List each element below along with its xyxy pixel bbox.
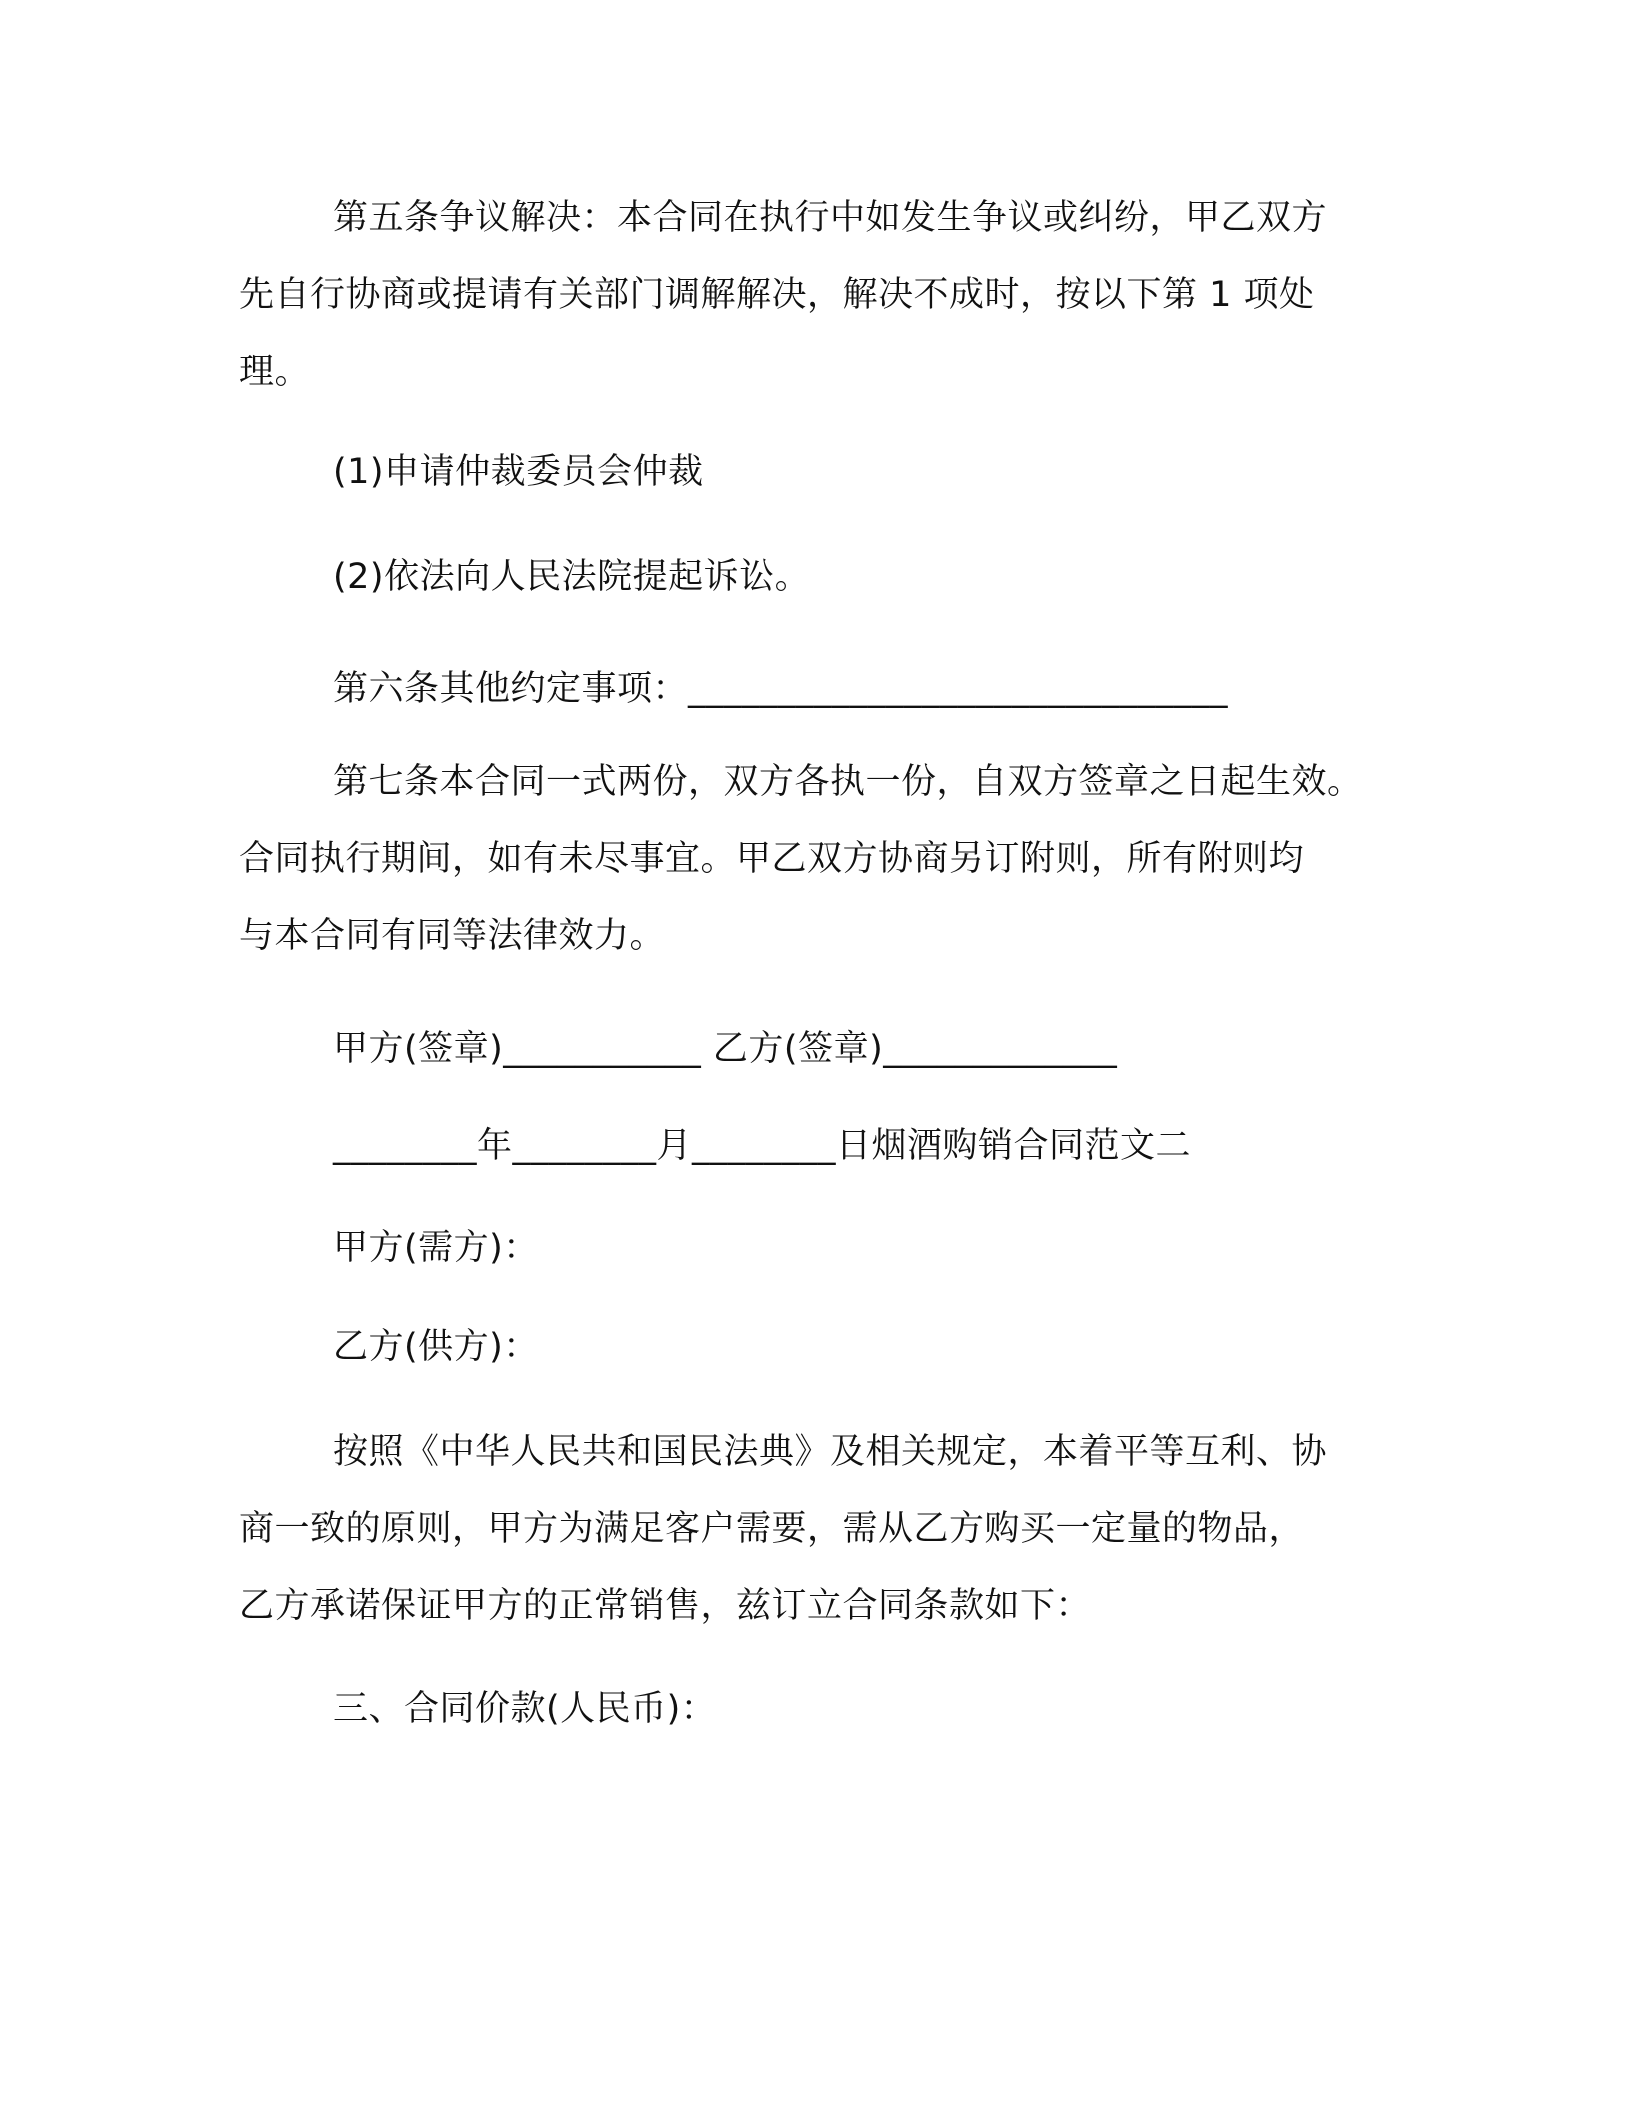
- article-7-line-2: 合同执行期间，如有未尽事宜。甲乙双方协商另订附则，所有附则均: [239, 839, 1305, 879]
- party-b-supplier: 乙方(供方)：: [333, 1327, 539, 1367]
- preamble-line-1: 按照《中华人民共和国民法典》及相关规定，本着平等互利、协: [333, 1432, 1328, 1472]
- option-2-litigation: (2)依法向人民法院提起诉讼。: [333, 557, 811, 597]
- article-5-line-2: 先自行协商或提请有关部门调解解决，解决不成时，按以下第 1 项处: [239, 275, 1315, 315]
- article-5-line-3: 理。: [239, 352, 311, 392]
- section-3-contract-price: 三、合同价款(人民币)：: [333, 1689, 717, 1729]
- date-and-next-title: ________年________月________日烟酒购销合同范文二: [333, 1126, 1192, 1166]
- article-6-other-matters: 第六条其他约定事项：______________________________: [333, 669, 1229, 709]
- party-a-buyer: 甲方(需方)：: [333, 1228, 539, 1268]
- article-5-line-1: 第五条争议解决：本合同在执行中如发生争议或纠纷，甲乙双方: [333, 198, 1328, 238]
- signature-line: 甲方(签章)___________ 乙方(签章)_____________: [333, 1029, 1118, 1069]
- option-1-arbitration: (1)申请仲裁委员会仲裁: [333, 452, 704, 492]
- preamble-line-3: 乙方承诺保证甲方的正常销售，兹订立合同条款如下：: [239, 1586, 1092, 1626]
- article-7-line-3: 与本合同有同等法律效力。: [239, 916, 666, 956]
- article-7-line-1: 第七条本合同一式两份，双方各执一份，自双方签章之日起生效。: [333, 762, 1363, 802]
- preamble-line-2: 商一致的原则，甲方为满足客户需要，需从乙方购买一定量的物品，: [239, 1509, 1305, 1549]
